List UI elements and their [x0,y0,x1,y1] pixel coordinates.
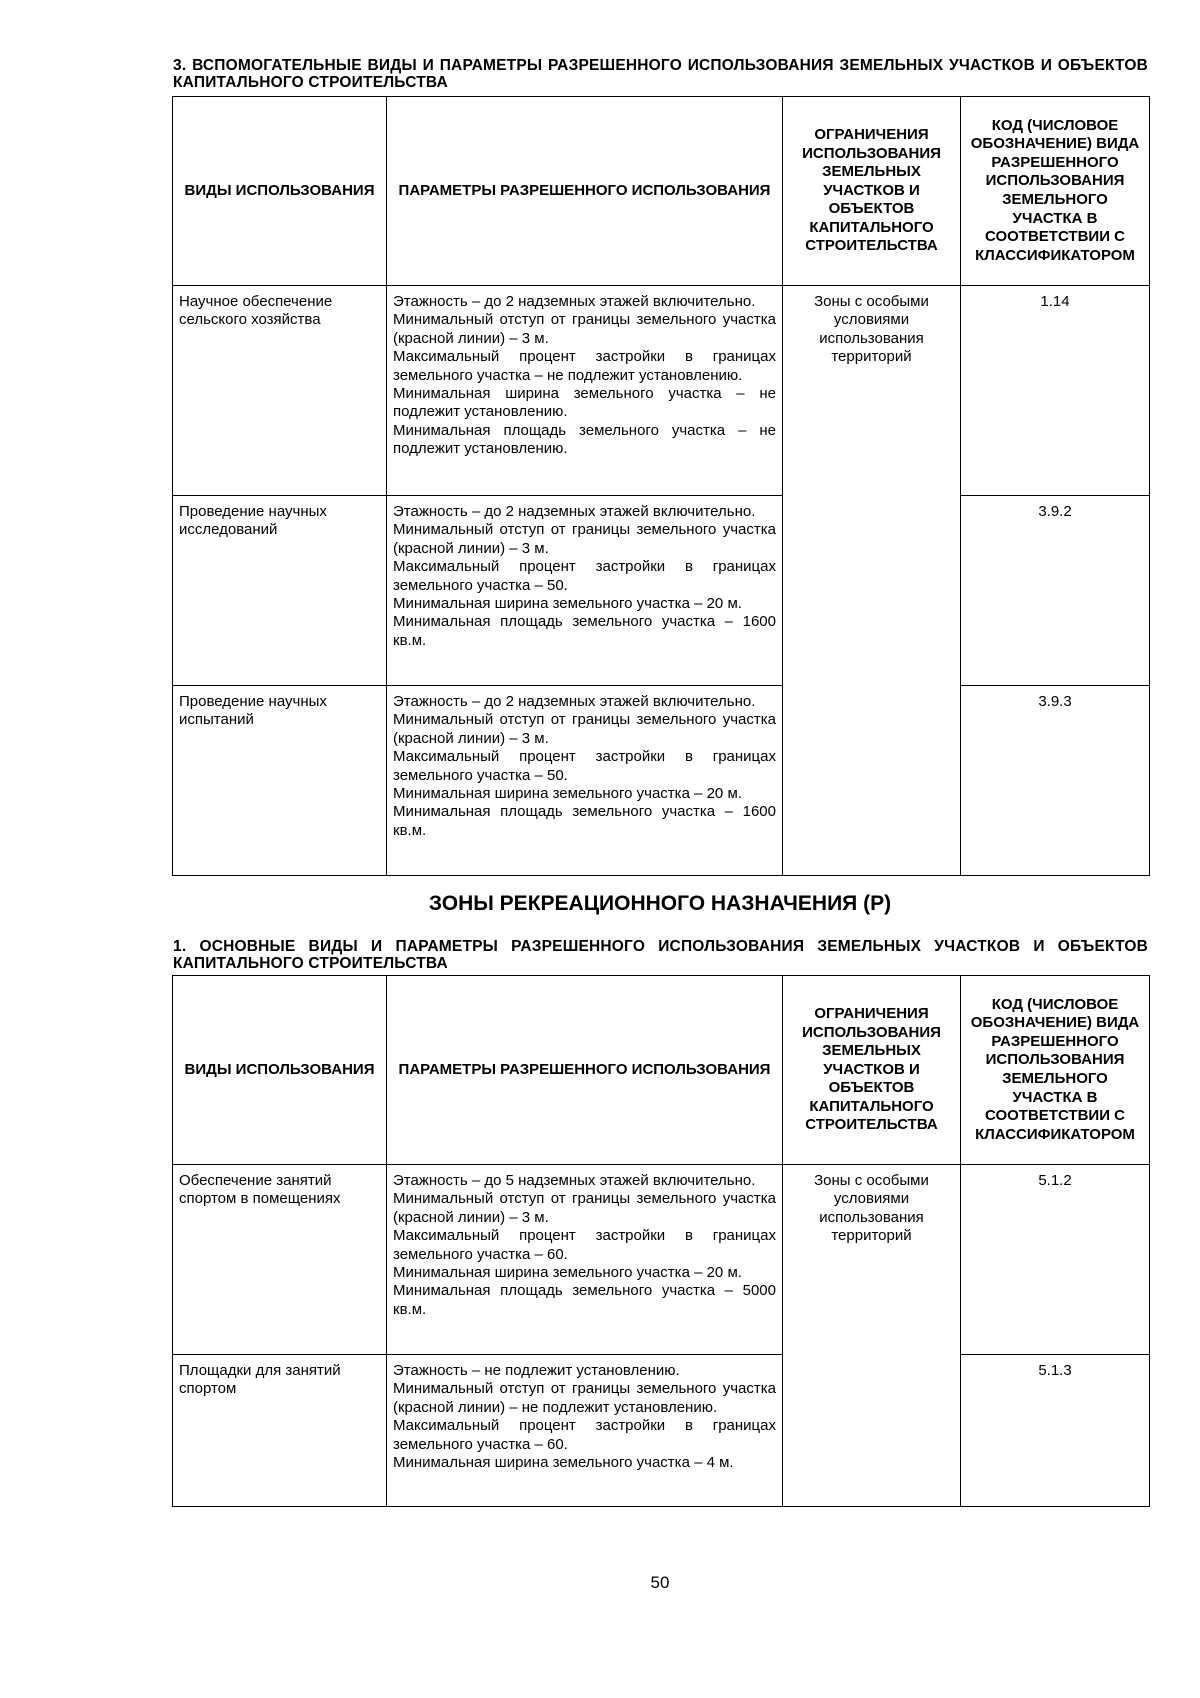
main-uses-table [172,975,1150,1507]
param-line: Минимальный отступ от границы земельного участка (красной линии) – 3 м. [393,521,776,557]
header-code: КОД (ЧИСЛОВОЕ ОБОЗНАЧЕНИЕ) ВИДА РАЗРЕШЕННОГО ИСПОЛЬЗОВАНИЯ ЗЕМЕЛЬНОГО УЧАСТКА В СООТВЕТСТВИИ С КЛАССИФИКАТОРОМ [961,976,1150,1165]
page-number: 50 [650,1573,670,1592]
table-row [173,286,1150,496]
header-params: ПАРАМЕТРЫ РАЗРЕШЕННОГО ИСПОЛЬЗОВАНИЯ [387,97,783,286]
param-line: Минимальная ширина земельного участка – 4 м. [393,1454,734,1472]
use-type-cell: Обеспечение занятий спортом в помещениях [173,1165,387,1355]
use-type-cell: Научное обеспечение сельского хозяйства [173,286,387,496]
param-line: Минимальный отступ от границы земельного участка (красной линии) – 3 м. [393,311,776,347]
param-line: Минимальный отступ от границы земельного участка (красной линии) – не подлежит установлению. [393,1380,776,1416]
table-row [173,1355,1150,1507]
table-row [173,1165,1150,1355]
params-cell [387,686,783,876]
param-line: Минимальная площадь земельного участка – 1600 кв.м. [393,803,776,839]
param-line: Минимальная площадь земельного участка – 5000 кв.м. [393,1282,776,1318]
restriction-cell: Зоны с особыми условиями использования территорий [783,1165,961,1507]
param-line: Этажность – до 2 надземных этажей включительно. [393,503,756,520]
param-line: Этажность – не подлежит установлению. [393,1362,680,1379]
params-cell [387,286,783,496]
param-line: Этажность – до 2 надземных этажей включительно. [393,293,756,310]
param-line: Минимальная ширина земельного участка – 20 м. [393,595,742,613]
param-line: Минимальный отступ от границы земельного участка (красной линии) – 3 м. [393,1190,776,1226]
param-line: Минимальная площадь земельного участка – 1600 кв.м. [393,613,776,649]
param-line: Этажность – до 2 надземных этажей включительно. [393,693,756,710]
use-type-cell: Проведение научных исследований [173,496,387,686]
section-heading-auxiliary: 3. ВСПОМОГАТЕЛЬНЫЕ ВИДЫ И ПАРАМЕТРЫ РАЗРЕШЕННОГО ИСПОЛЬЗОВАНИЯ ЗЕМЕЛЬНЫХ УЧАСТКОВ И ОБЪЕКТОВ КАПИТАЛЬНОГО СТРОИТЕЛЬСТВА [173,57,1148,91]
code-cell: 3.9.2 [961,496,1150,686]
code-cell: 1.14 [961,286,1150,496]
use-type-cell: Проведение научных испытаний [173,686,387,876]
param-line: Максимальный процент застройки в границах земельного участка – 60. [393,1227,776,1263]
code-cell: 5.1.2 [961,1165,1150,1355]
params-cell [387,1355,783,1507]
use-type-cell: Площадки для занятий спортом [173,1355,387,1507]
param-line: Минимальный отступ от границы земельного участка (красной линии) – 3 м. [393,711,776,747]
param-line: Минимальная ширина земельного участка – 20 м. [393,785,742,803]
param-line: Максимальный процент застройки в границах земельного участка – 50. [393,748,776,784]
params-cell [387,496,783,686]
param-line: Этажность – до 5 надземных этажей включительно. [393,1172,756,1189]
code-cell: 5.1.3 [961,1355,1150,1507]
param-line: Минимальная площадь земельного участка – не подлежит установлению. [393,421,776,458]
header-params: ПАРАМЕТРЫ РАЗРЕШЕННОГО ИСПОЛЬЗОВАНИЯ [387,976,783,1165]
header-types: ВИДЫ ИСПОЛЬЗОВАНИЯ [173,97,387,286]
header-types: ВИДЫ ИСПОЛЬЗОВАНИЯ [173,976,387,1165]
param-line: Максимальный процент застройки в границах земельного участка – не подлежит установлению. [393,348,776,384]
param-line: Максимальный процент застройки в границах земельного участка – 60. [393,1417,776,1453]
header-code: КОД (ЧИСЛОВОЕ ОБОЗНАЧЕНИЕ) ВИДА РАЗРЕШЕННОГО ИСПОЛЬЗОВАНИЯ ЗЕМЕЛЬНОГО УЧАСТКА В СООТВЕТСТВИИ С КЛАССИФИКАТОРОМ [961,97,1150,286]
section-heading-main: 1. ОСНОВНЫЕ ВИДЫ И ПАРАМЕТРЫ РАЗРЕШЕННОГО ИСПОЛЬЗОВАНИЯ ЗЕМЕЛЬНЫХ УЧАСТКОВ И ОБЪЕКТОВ КАПИТАЛЬНОГО СТРОИТЕЛЬСТВА [173,938,1148,972]
header-restrictions: ОГРАНИЧЕНИЯ ИСПОЛЬЗОВАНИЯ ЗЕМЕЛЬНЫХ УЧАСТКОВ И ОБЪЕКТОВ КАПИТАЛЬНОГО СТРОИТЕЛЬСТВА [783,976,961,1165]
param-line: Минимальная ширина земельного участка – 20 м. [393,1264,742,1282]
table-row [173,496,1150,686]
params-cell [387,1165,783,1355]
table-row [173,686,1150,876]
restriction-cell: Зоны с особыми условиями использования территорий [783,286,961,876]
code-cell: 3.9.3 [961,686,1150,876]
zone-title: ЗОНЫ РЕКРЕАЦИОННОГО НАЗНАЧЕНИЯ (Р) [428,892,892,915]
header-restrictions: ОГРАНИЧЕНИЯ ИСПОЛЬЗОВАНИЯ ЗЕМЕЛЬНЫХ УЧАСТКОВ И ОБЪЕКТОВ КАПИТАЛЬНОГО СТРОИТЕЛЬСТВА [783,97,961,286]
param-line: Минимальная ширина земельного участка – не подлежит установлению. [393,385,776,421]
param-line: Максимальный процент застройки в границах земельного участка – 50. [393,558,776,594]
auxiliary-uses-table [172,96,1150,876]
